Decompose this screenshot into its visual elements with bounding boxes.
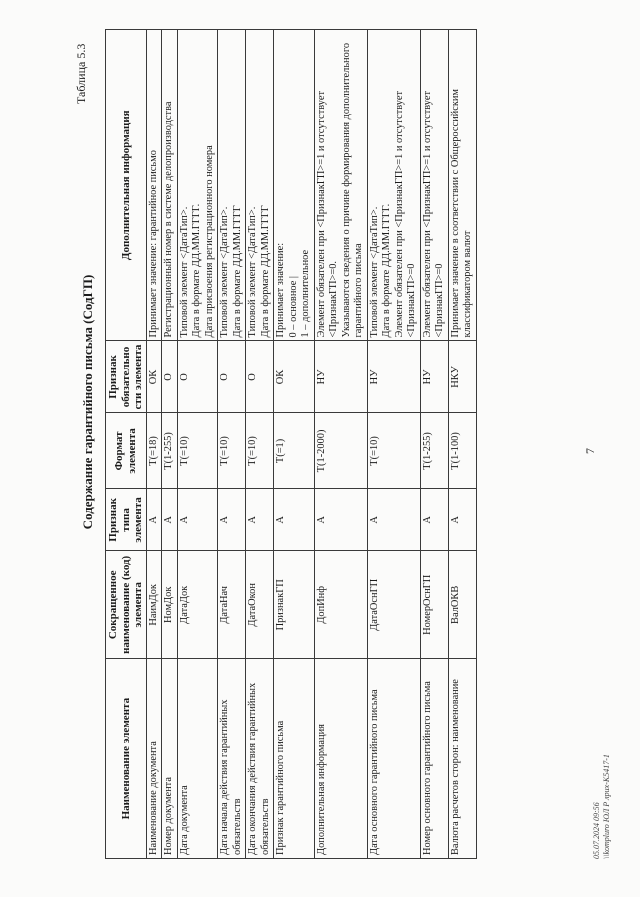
- print-footer: [592, 754, 612, 859]
- info-line: Элемент обязателен при <ПризнакГП>=1 и отсутствует <ПризнакГП>=0: [393, 91, 418, 338]
- cell-info: [448, 30, 476, 341]
- col-header-info: Дополнительная информация: [106, 30, 147, 341]
- table-row: [420, 30, 448, 859]
- cell-name: Дата начала действия гарантийных обязательств: [218, 659, 246, 859]
- cell-format: T(=10): [177, 413, 217, 489]
- cell-required: НУ: [367, 341, 420, 413]
- table-row: [162, 30, 177, 859]
- cell-code: ДатаОснГП: [367, 551, 420, 659]
- info-line: Типовой элемент <ДатаТип>.: [178, 206, 190, 338]
- cell-code: НаимДок: [146, 551, 161, 659]
- info-line: Указываются сведения о причине формирования дополнительного гарантийного письма: [340, 42, 365, 338]
- info-line: 0 – основное |: [287, 275, 299, 338]
- cell-info: [146, 30, 161, 341]
- table-row: [246, 30, 274, 859]
- info-line: Дата в формате ДД.ММ.ГГГГ: [259, 205, 271, 338]
- guarantee-letter-table: [105, 29, 477, 859]
- cell-required: О: [177, 341, 217, 413]
- cell-info: [314, 30, 367, 341]
- table-row: [177, 30, 217, 859]
- info-line: Типовой элемент <ДатаТип>.: [247, 206, 259, 338]
- page-number: 7: [583, 448, 597, 454]
- cell-format: T(1-2000): [314, 413, 367, 489]
- table-row: [367, 30, 420, 859]
- info-line: Дата присвоения регистрационного номера: [203, 145, 215, 338]
- cell-code: НомерОснГП: [420, 551, 448, 659]
- table-row: [448, 30, 476, 859]
- col-header-format: Формат элемента: [106, 413, 147, 489]
- cell-required: НУ: [420, 341, 448, 413]
- info-line: Принимает значение:: [275, 242, 287, 338]
- cell-format: T(=1): [274, 413, 314, 489]
- col-header-code: Сокращенное наименование (код) элемента: [106, 551, 147, 659]
- cell-required: О: [246, 341, 274, 413]
- cell-name: Признак гарантийного письма: [274, 659, 314, 859]
- cell-name: Номер основного гарантийного письма: [420, 659, 448, 859]
- footer-path: \\kompluro ЮЛ Р лрих-К5417-1: [602, 754, 611, 859]
- info-line: 1 – дополнительное: [300, 249, 312, 338]
- table-caption: Содержание гарантийного письма (СодГП): [80, 274, 95, 530]
- cell-info: [162, 30, 177, 341]
- cell-type: А: [218, 489, 246, 551]
- info-line: Дата в формате ДД.ММ.ГГГГ: [231, 205, 243, 338]
- cell-type: А: [448, 489, 476, 551]
- info-line: Дата в формате ДД.ММ.ГГГГ.: [191, 203, 203, 338]
- cell-format: T(1-100): [448, 413, 476, 489]
- cell-format: T(=10): [367, 413, 420, 489]
- cell-format: T(1-255): [420, 413, 448, 489]
- cell-name: Наименование документа: [146, 659, 161, 859]
- info-line: Принимает значение: гарантийное письмо: [147, 150, 159, 338]
- cell-name: Валюта расчетов сторон: наименование: [448, 659, 476, 859]
- cell-required: ОК: [274, 341, 314, 413]
- cell-type: А: [314, 489, 367, 551]
- cell-code: ДатаОкон: [246, 551, 274, 659]
- cell-info: [274, 30, 314, 341]
- info-line: Регистрационный номер в системе делопроизводства: [163, 101, 175, 338]
- cell-required: ОК: [146, 341, 161, 413]
- cell-code: ПризнакГП: [274, 551, 314, 659]
- cell-type: А: [162, 489, 177, 551]
- cell-code: НомДок: [162, 551, 177, 659]
- cell-name: Дополнительная информация: [314, 659, 367, 859]
- cell-info: [177, 30, 217, 341]
- col-header-required: Признак обязательно сти элемента: [106, 341, 147, 413]
- info-line: Элемент обязателен при <ПризнакГП>=1 и отсутствует <ПризнакГП>=0.: [315, 91, 340, 338]
- cell-code: ВалОКВ: [448, 551, 476, 659]
- footer-timestamp: 05.07.2024 09:56: [592, 802, 601, 859]
- cell-info: [420, 30, 448, 341]
- table-row: [274, 30, 314, 859]
- cell-type: А: [367, 489, 420, 551]
- cell-required: НКУ: [448, 341, 476, 413]
- col-header-type: Признак типа элемента: [106, 489, 147, 551]
- col-header-name: Наименование элемента: [106, 659, 147, 859]
- table-row: [218, 30, 246, 859]
- info-line: Принимает значение в соответствии с Общероссийским классификатором валют: [449, 88, 474, 338]
- cell-type: А: [274, 489, 314, 551]
- cell-code: ДатаНач: [218, 551, 246, 659]
- info-line: Типовой элемент <ДатаТип>.: [219, 206, 231, 338]
- cell-type: А: [246, 489, 274, 551]
- cell-format: T(=18): [146, 413, 161, 489]
- cell-type: А: [420, 489, 448, 551]
- table-row: [146, 30, 161, 859]
- cell-info: [218, 30, 246, 341]
- cell-name: Номер документа: [162, 659, 177, 859]
- cell-format: T(1-255): [162, 413, 177, 489]
- info-line: Дата в формате ДД.ММ.ГГГГ.: [381, 203, 393, 338]
- table-row: [314, 30, 367, 859]
- cell-required: НУ: [314, 341, 367, 413]
- cell-code: ДопИнф: [314, 551, 367, 659]
- cell-format: T(=10): [218, 413, 246, 489]
- cell-type: А: [177, 489, 217, 551]
- header-row: [106, 30, 147, 859]
- cell-info: [246, 30, 274, 341]
- cell-name: Дата документа: [177, 659, 217, 859]
- info-line: Типовой элемент <ДатаТип>.: [368, 206, 380, 338]
- cell-code: ДатаДок: [177, 551, 217, 659]
- cell-name: Дата окончания действия гарантийных обязательств: [246, 659, 274, 859]
- table-label: Таблица 5.3: [74, 43, 88, 104]
- cell-format: T(=10): [246, 413, 274, 489]
- cell-type: А: [146, 489, 161, 551]
- cell-info: [367, 30, 420, 341]
- info-line: Элемент обязателен при <ПризнакГП>=1 и отсутствует <ПризнакГП>=0: [421, 91, 446, 338]
- cell-required: О: [162, 341, 177, 413]
- cell-required: О: [218, 341, 246, 413]
- cell-name: Дата основного гарантийного письма: [367, 659, 420, 859]
